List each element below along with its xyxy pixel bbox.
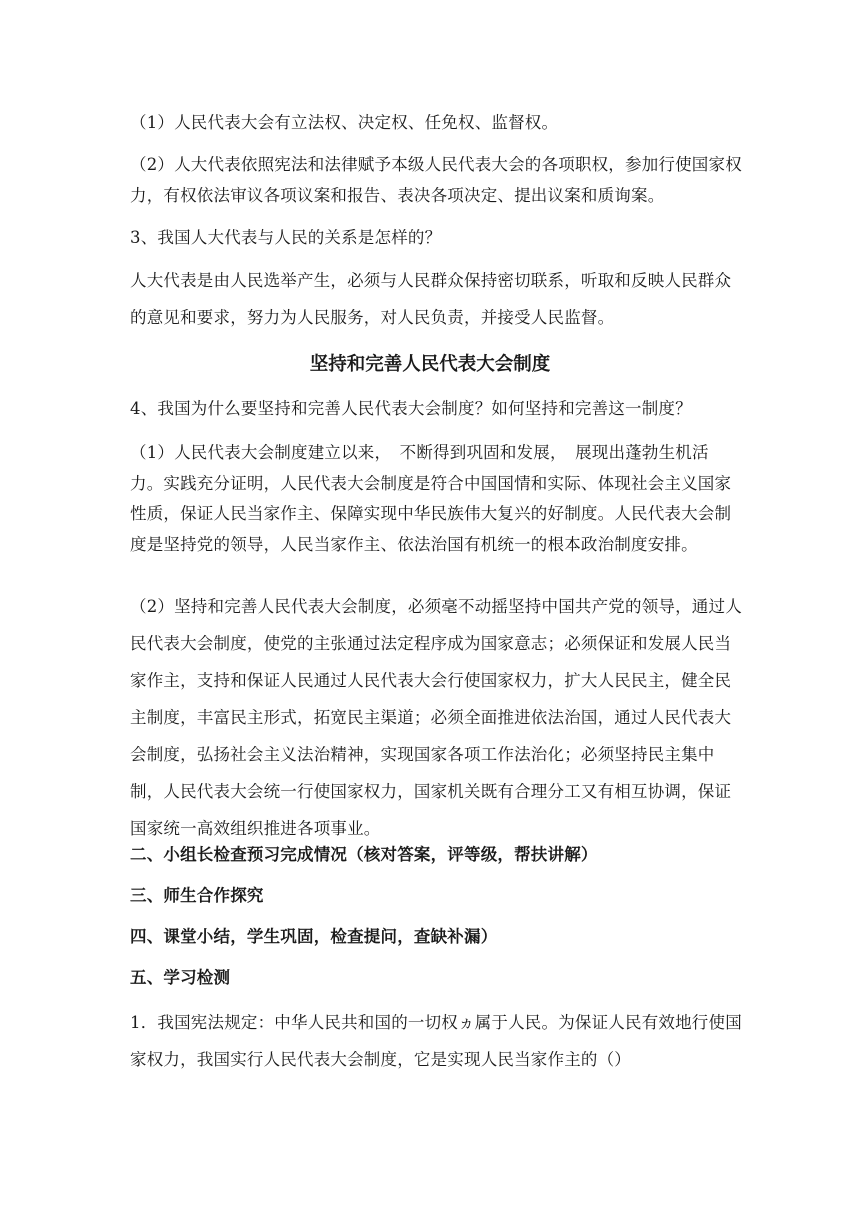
section-2-title: 二、小组长检查预习完成情况（核对答案，评等级，帮扶讲解） xyxy=(130,845,598,864)
paragraph-powers: （1）人民代表大会有立法权、决定权、任免权、监督权。 xyxy=(130,113,559,132)
question-3: 3、我国人大代表与人民的关系是怎样的？ xyxy=(130,228,442,247)
answer-3: 人大代表是由人民选举产生，必须与人民群众保持密切联系，听取和反映人民群众的意见和要求，努力为人民服务，对人民负责，并接受人民监督。 xyxy=(130,271,732,327)
section-heading: 坚持和完善人民代表大会制度 xyxy=(309,354,551,375)
section-5-title: 五、学习检测 xyxy=(130,968,231,987)
paragraph-deputy-duties: （2）人大代表依照宪法和法律赋予本级人民代表大会的各项职权，参加行使国家权力，有权依法审议各项议案和报告、表决各项决定、提出议案和质询案。 xyxy=(130,155,742,205)
question-4: 4、我国为什么要坚持和完善人民代表大会制度？如何坚持和完善这一制度？ xyxy=(130,399,692,418)
answer-4-part-1: （1）人民代表大会制度建立以来， 不断得到巩固和发展， 展现出蓬勃生机活力。实践充分证明，人民代表大会制度是符合中国国情和实际、体现社会主义国家性质，保证人民当家作主、保障实现中华民族伟大复兴的好制度。人民代表大会制度是坚持党的领导，人民当家作主、依法治国有机统一的根本政治制度安排。 xyxy=(130,443,732,554)
answer-4-part-2: （2）坚持和完善人民代表大会制度，必须毫不动摇坚持中国共产党的领导，通过人民代表大会制度，使党的主张通过法定程序成为国家意志；必须保证和发展人民当家作主，支持和保证人民通过人民代表大会行使国家权力，扩大人民民主，健全民主制度，丰富民主形式，拓宽民主渠道；必须全面推进依法治国，通过人民代表大会制度，弘扬社会主义法治精神，实现国家各项工作法治化；必须坚持民主集中制，人民代表大会统一行使国家权力，国家机关既有合理分工又有相互协调，保证国家统一高效组织推进各项事业。 xyxy=(130,597,742,838)
section-4-title: 四、课堂小结，学生巩固，检查提问，查缺补漏） xyxy=(130,927,498,946)
test-question-1: 1．我国宪法规定：中华人民共和国的一切权ヵ属于人民。为保证人民有效地行使国家权力，我国实行人民代表大会制度，它是实现人民当家作主的（） xyxy=(130,1013,742,1069)
section-3-title: 三、师生合作探究 xyxy=(130,886,264,905)
